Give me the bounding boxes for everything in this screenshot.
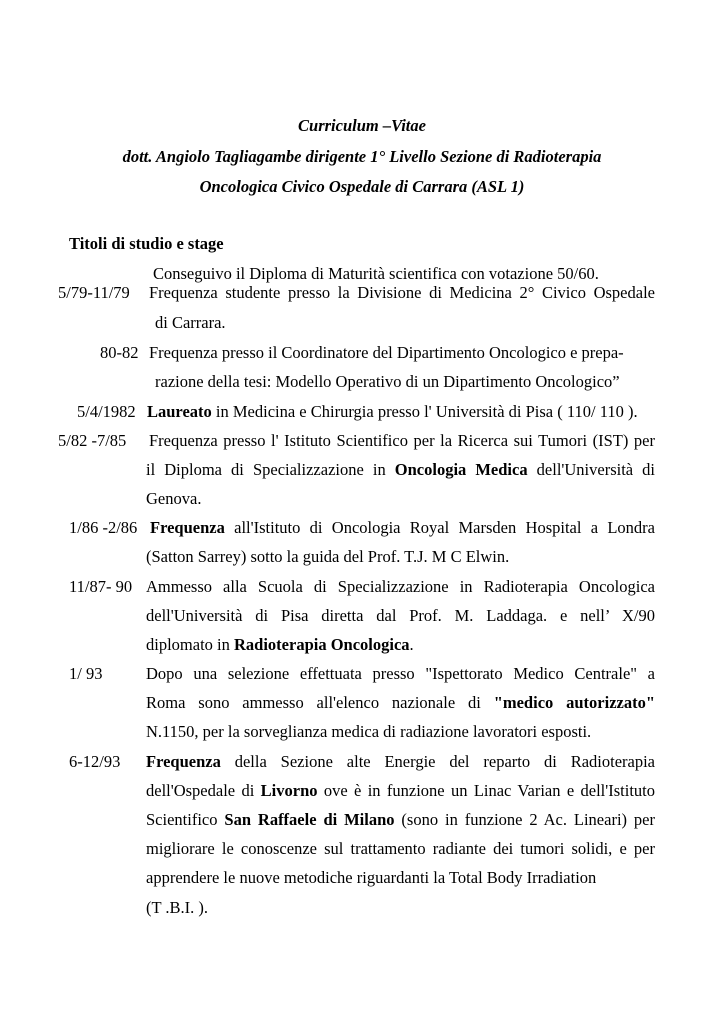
entry-text: Genova. (146, 489, 202, 508)
entry-date: 1/86 -2/86 (69, 518, 138, 537)
entry-date: 1/ 93 (69, 664, 103, 683)
entry-text: il Diploma di Specializzazione in Oncologia Medica dell'Università di (146, 460, 656, 479)
entry-date: 5/4/1982 (77, 402, 136, 421)
entry-date: 6-12/93 (69, 752, 121, 771)
entry-text: Laureato in Medicina e Chirurgia presso l' Università di Pisa ( 110/ 110 ). (147, 402, 638, 421)
entry-text: Scientifico San Raffaele di Milano (sono in funzione 2 Ac. Lineari) per (146, 810, 655, 829)
entry-text: N.1150, per la sorveglianza medica di radiazione lavoratori esposti. (146, 722, 592, 741)
entry-text: (T .B.I. ). (146, 898, 209, 917)
entry-text: Roma sono ammesso all'elenco nazionale di "medico autorizzato" (146, 693, 656, 712)
entry-text: dell'Università di Pisa diretta dal Prof. M. Laddaga. e nell’ X/90 (146, 606, 655, 625)
entry-text: Frequenza all'Istituto di Oncologia Royal Marsden Hospital a Londra (150, 518, 655, 537)
entry-date: 5/82 -7/85 (58, 431, 127, 450)
entry-text: dell'Ospedale di Livorno ove è in funzione un Linac Varian e dell'Istituto (146, 781, 655, 800)
entry-text: Frequenza studente presso la Divisione di Medicina 2° Civico Ospedale (149, 283, 655, 302)
cv-subtitle-line2: Oncologica Civico Ospedale di Carrara (ASL 1) (199, 177, 525, 196)
entry-text: Ammesso alla Scuola di Specializzazione in Radioterapia Oncologica (146, 577, 655, 596)
entry-text: (Satton Sarrey) sotto la guida del Prof. T.J. M C Elwin. (146, 547, 510, 566)
entry-date: 11/87- 90 (69, 577, 133, 596)
entry-text: razione della tesi: Modello Operativo di un Dipartimento Oncologico” (155, 372, 620, 391)
entry-text: di Carrara. (155, 313, 226, 332)
entry-maturita: Conseguivo il Diploma di Maturità scientifica con votazione 50/60. (153, 264, 599, 283)
entry-text: migliorare le conoscenze sul trattamento radiante dei tumori solidi, e per (146, 839, 655, 858)
entry-date: 80-82 (100, 343, 139, 362)
cv-title: Curriculum –Vitae (298, 116, 426, 135)
section-title: Titoli di studio e stage (69, 234, 224, 253)
entry-date: 5/79-11/79 (58, 283, 130, 302)
entry-text: Frequenza presso il Coordinatore del Dipartimento Oncologico e prepa- (149, 343, 624, 362)
entry-text: apprendere le nuove metodiche riguardanti la Total Body Irradiation (146, 868, 597, 887)
entry-text: Dopo una selezione effettuata presso "Ispettorato Medico Centrale" a (146, 664, 655, 683)
entry-text: Frequenza della Sezione alte Energie del reparto di Radioterapia (146, 752, 655, 771)
entry-text: diplomato in Radioterapia Oncologica. (146, 635, 414, 654)
entry-text: Frequenza presso l' Istituto Scientifico per la Ricerca sui Tumori (IST) per (149, 431, 655, 450)
cv-subtitle-line1: dott. Angiolo Tagliagambe dirigente 1° Livello Sezione di Radioterapia (122, 147, 602, 166)
